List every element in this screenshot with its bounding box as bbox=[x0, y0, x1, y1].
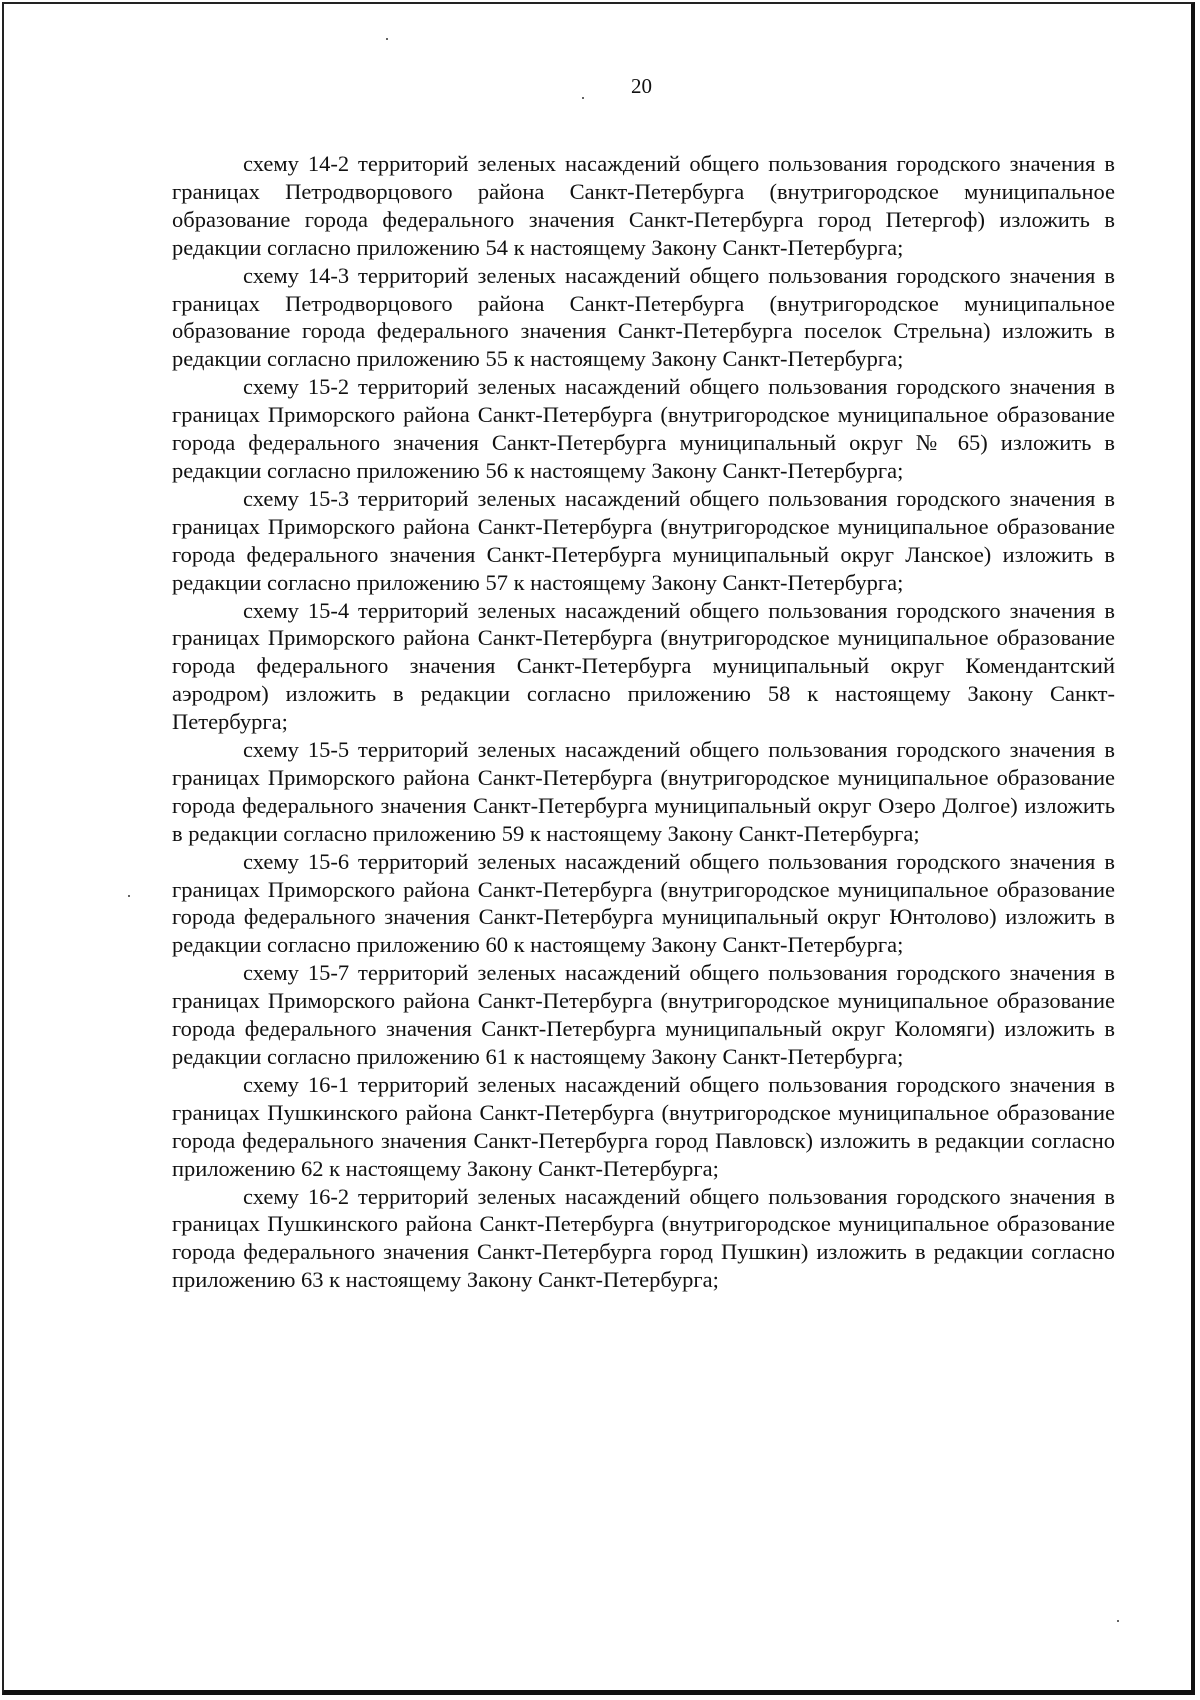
scan-speck bbox=[128, 895, 130, 897]
paragraph: схему 15-4 территорий зеленых насаждений общего пользования городского значения в границах Приморского района Санкт-Петербурга (внутригородское муниципальное образование города федерального значения Санкт-Петербурга муниципальный округ Комендантский аэродром) изложить в редакции согласно приложению 58 к настоящему Закону Санкт-Петербурга; bbox=[172, 597, 1115, 735]
scan-speck bbox=[1117, 1620, 1119, 1622]
paragraph: схему 15-5 территорий зеленых насаждений общего пользования городского значения в границах Приморского района Санкт-Петербурга (внутригородское муниципальное образование города федерального значения Санкт-Петербурга муниципальный округ Озеро Долгое) изложить в редакции согласно приложению 59 к настоящему Закону Санкт-Петербурга; bbox=[172, 737, 1115, 846]
paragraph: схему 16-1 территорий зеленых насаждений общего пользования городского значения в границах Пушкинского района Санкт-Петербурга (внутригородское муниципальное образование города федерального значения Санкт-Петербурга город Павловск) изложить в редакции согласно приложению 62 к настоящему Закону Санкт-Петербурга; bbox=[172, 1071, 1115, 1181]
paragraph: схему 15-7 территорий зеленых насаждений общего пользования городского значения в границах Приморского района Санкт-Петербурга (внутригородское муниципальное образование города федерального значения Санкт-Петербурга муниципальный округ Коломяги) изложить в редакции согласно приложению 61 к настоящему Закону Санкт-Петербурга; bbox=[172, 960, 1115, 1069]
paragraph: схему 15-3 территорий зеленых насаждений общего пользования городского значения в границах Приморского района Санкт-Петербурга (внутригородское муниципальное образование города федерального значения Санкт-Петербурга муниципальный округ Ланское) изложить в редакции согласно приложению 57 к настоящему Закону Санкт-Петербурга; bbox=[172, 485, 1115, 595]
paragraph: схему 16-2 территорий зеленых насаждений общего пользования городского значения в границах Пушкинского района Санкт-Петербурга (внутригородское муниципальное образование города федерального значения Санкт-Петербурга город Пушкин) изложить в редакции согласно приложению 63 к настоящему Закону Санкт-Петербурга; bbox=[172, 1183, 1115, 1293]
paragraph: схему 15-2 территорий зеленых насаждений общего пользования городского значения в границах Приморского района Санкт-Петербурга (внутригородское муниципальное образование города федерального значения Санкт-Петербурга муниципальный округ № 65) изложить в редакции согласно приложению 56 к настоящему Закону Санкт-Петербурга; bbox=[172, 374, 1115, 483]
paragraph: схему 14-3 территорий зеленых насаждений общего пользования городского значения в границах Петродворцового района Санкт-Петербурга (внутригородское муниципальное образование города федерального значения Санкт-Петербурга поселок Стрельна) изложить в редакции согласно приложению 55 к настоящему Закону Санкт-Петербурга; bbox=[172, 262, 1115, 372]
page-number: 20 bbox=[631, 74, 652, 98]
paragraph: схему 14-2 территорий зеленых насаждений общего пользования городского значения в границах Петродворцового района Санкт-Петербурга (внутригородское муниципальное образование города федерального значения Санкт-Петербурга город Петергоф) изложить в редакции согласно приложению 54 к настоящему Закону Санкт-Петербурга; bbox=[172, 151, 1115, 260]
scan-speck bbox=[386, 38, 388, 40]
paragraph: схему 15-6 территорий зеленых насаждений общего пользования городского значения в границах Приморского района Санкт-Петербурга (внутригородское муниципальное образование города федерального значения Санкт-Петербурга муниципальный округ Юнтолово) изложить в редакции согласно приложению 60 к настоящему Закону Санкт-Петербурга; bbox=[172, 848, 1115, 958]
document-body bbox=[172, 150, 1115, 1294]
